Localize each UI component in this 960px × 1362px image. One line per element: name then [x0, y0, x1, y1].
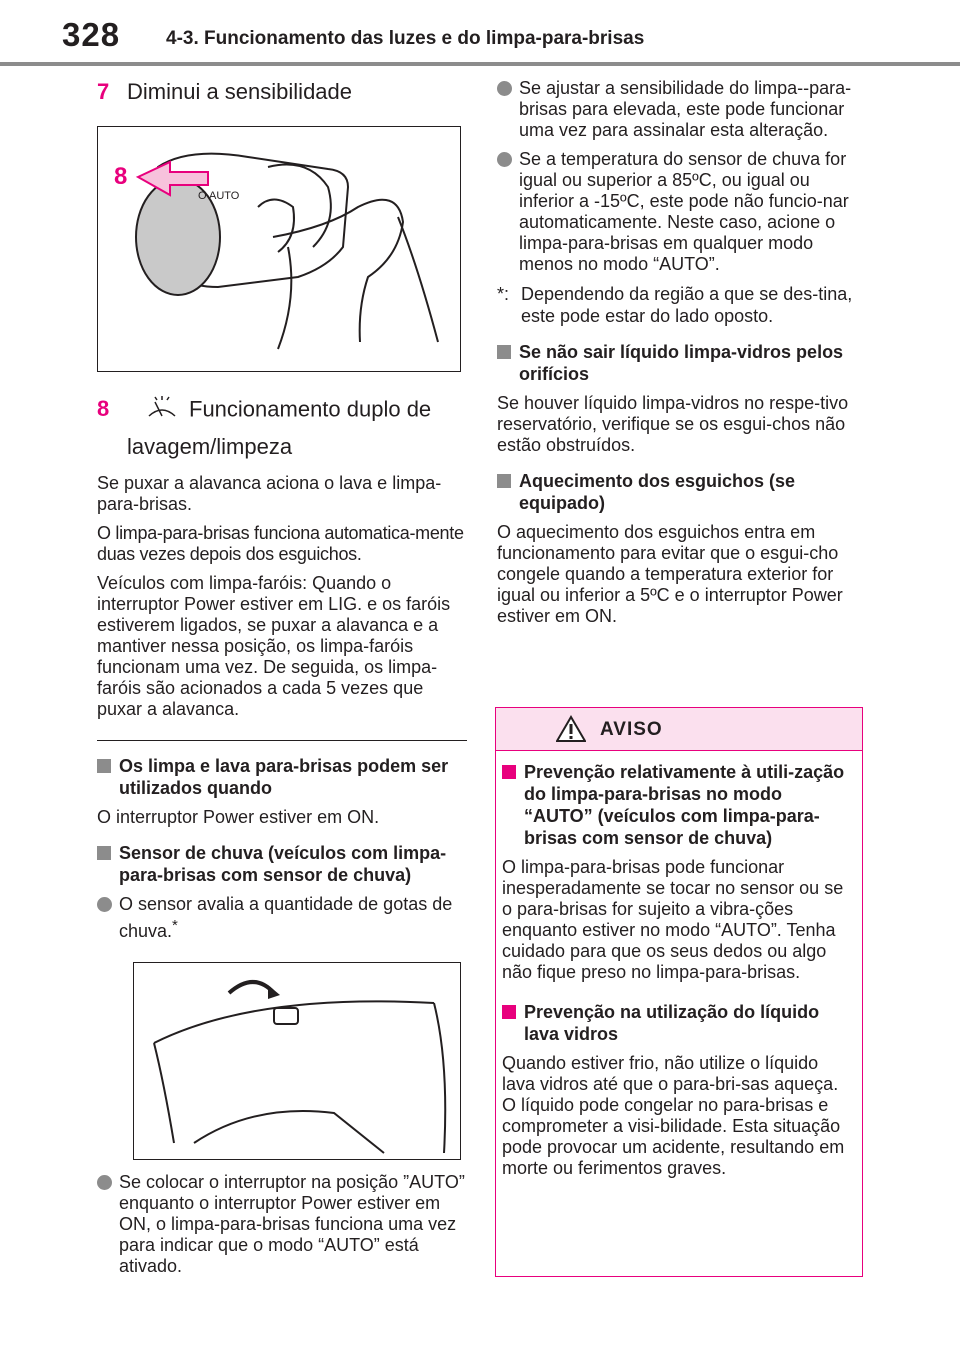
- section-title: 4-3. Funcionamento das luzes e do limpa-para-brisas: [166, 28, 645, 49]
- square-marker-icon: [497, 345, 511, 359]
- footnote-mark: *: [172, 917, 178, 934]
- figure-callout: 8: [114, 163, 128, 190]
- step-7: [97, 78, 467, 106]
- subheading: [502, 761, 854, 849]
- subheading: [497, 470, 867, 514]
- subheading-text: Aquecimento dos esguichos (se equipado): [519, 471, 796, 513]
- subheading-text: Sensor de chuva (veículos com limpa-para-brisas com sensor de chuva): [119, 843, 447, 885]
- paragraph: O interruptor Power estiver em ON.: [97, 807, 380, 827]
- bullet-text: O sensor avalia a quantidade de gotas de chuva.: [119, 894, 453, 941]
- bullet-dot-icon: [497, 152, 512, 167]
- page-header: [0, 0, 960, 60]
- warning-triangle-icon: [556, 715, 586, 743]
- subheading: [502, 1001, 854, 1045]
- wiper-lever-figure: [97, 126, 461, 372]
- warning-header: [496, 708, 862, 751]
- paragraph: Se puxar a alavanca aciona o lava e limpa-para-brisas.: [97, 473, 442, 514]
- subheading: [97, 842, 467, 886]
- footnote: [497, 283, 867, 327]
- bullet-dot-icon: [497, 81, 512, 96]
- step-8: [97, 394, 467, 427]
- bullet-text: Se ajustar a sensibilidade do limpa--para-brisas para elevada, este pode funcionar uma vez para assinalar esta alteração.: [519, 78, 852, 140]
- square-marker-icon: [502, 765, 516, 779]
- left-column: [97, 78, 467, 1285]
- subheading: [97, 755, 467, 799]
- step-label: Diminui a sensibilidade: [127, 79, 353, 104]
- bullet-item: [97, 1172, 467, 1277]
- warning-box: [495, 707, 863, 1277]
- windshield-illustration: [134, 963, 459, 1158]
- windshield-sensor-figure: [133, 962, 461, 1160]
- svg-text:O AUTO: O AUTO: [198, 190, 240, 202]
- paragraph: O aquecimento dos esguichos entra em funcionamento para evitar que o esgui-cho congele quando a temperatura exterior for igual ou inferior a 5ºC e o interruptor Power estiver em ON.: [497, 522, 843, 626]
- paragraph: O limpa-para-brisas pode funcionar inesperadamente se tocar no sensor ou se o para-brisas for sujeito a vibra-ções enquanto estiver no modo “AUTO”. Tenha cuidado para que os seus dedos ou algo não fique preso no limpa-para-brisas.: [502, 857, 844, 982]
- paragraph: Quando estiver frio, não utilize o líquido lava vidros até que o para-bri-sas aqueça. O líquido pode congelar no para-brisas e comprometer a visi-bilidade. Esta situação pode provocar um acidente, resultando em morte ou ferimentos graves.: [502, 1053, 845, 1178]
- bullet-dot-icon: [97, 1175, 112, 1190]
- paragraph: Se houver líquido limpa-vidros no respe-tivo reservatório, verifique se os esgui-chos não estão obstruídos.: [497, 393, 849, 455]
- step-number: 7: [97, 79, 110, 104]
- header-rule: [0, 62, 960, 66]
- bullet-text: Se colocar o interruptor na posição ”AUTO” enquanto o interruptor Power estiver em ON, o limpa-para-brisas funciona uma vez para indicar que o modo “AUTO” está ativado.: [119, 1172, 465, 1276]
- wiper-lever-illustration: [98, 127, 459, 370]
- square-marker-icon: [502, 1005, 516, 1019]
- washer-wiper-icon: [145, 394, 179, 427]
- square-marker-icon: [97, 759, 111, 773]
- footnote-mark: *:: [497, 284, 510, 304]
- square-marker-icon: [97, 846, 111, 860]
- step-8-continued: lavagem/limpeza: [127, 434, 293, 459]
- footnote-text: Dependendo da região a que se des-tina, este pode estar do lado oposto.: [521, 284, 853, 326]
- section-divider: [97, 740, 467, 741]
- bullet-item: [497, 78, 867, 141]
- bullet-item: [497, 149, 867, 275]
- subheading-text: Se não sair líquido limpa-vidros pelos orifícios: [519, 342, 844, 384]
- bullet-text: Se a temperatura do sensor de chuva for igual ou superior a 85ºC, ou igual ou inferior a -15ºC, este pode não funcio-nar automaticamente. Neste caso, acione o limpa-para-brisas em qualquer modo menos no modo “AUTO”.: [519, 149, 849, 274]
- page-number: 328: [62, 16, 121, 53]
- subheading-text: Prevenção na utilização do líquido lava vidros: [524, 1002, 820, 1044]
- square-marker-icon: [497, 474, 511, 488]
- right-column: [497, 78, 867, 635]
- warning-body: [496, 751, 862, 1179]
- paragraph: Veículos com limpa-faróis: Quando o interruptor Power estiver em LIG. e os faróis estiverem ligados, se puxar a alavanca e a mantiver nessa posição, os limpa-faróis funcionam uma vez. De seguida, os limpa-faróis são acionados a cada 5 vezes que puxar a alavanca.: [97, 573, 451, 719]
- step-number: 8: [97, 396, 110, 422]
- paragraph: O limpa-para-brisas funciona automatica-mente duas vezes depois dos esguichos.: [97, 523, 464, 564]
- bullet-item: [97, 894, 467, 942]
- step-label: Funcionamento duplo de: [189, 396, 432, 422]
- warning-title: AVISO: [600, 719, 663, 740]
- subheading-text: Os limpa e lava para-brisas podem ser utilizados quando: [119, 756, 449, 798]
- subheading-text: Prevenção relativamente à utili-zação do limpa-para-brisas no modo “AUTO” (veículos com limpa-para-brisas com sensor de chuva): [524, 762, 845, 848]
- subheading: [497, 341, 867, 385]
- bullet-dot-icon: [97, 897, 112, 912]
